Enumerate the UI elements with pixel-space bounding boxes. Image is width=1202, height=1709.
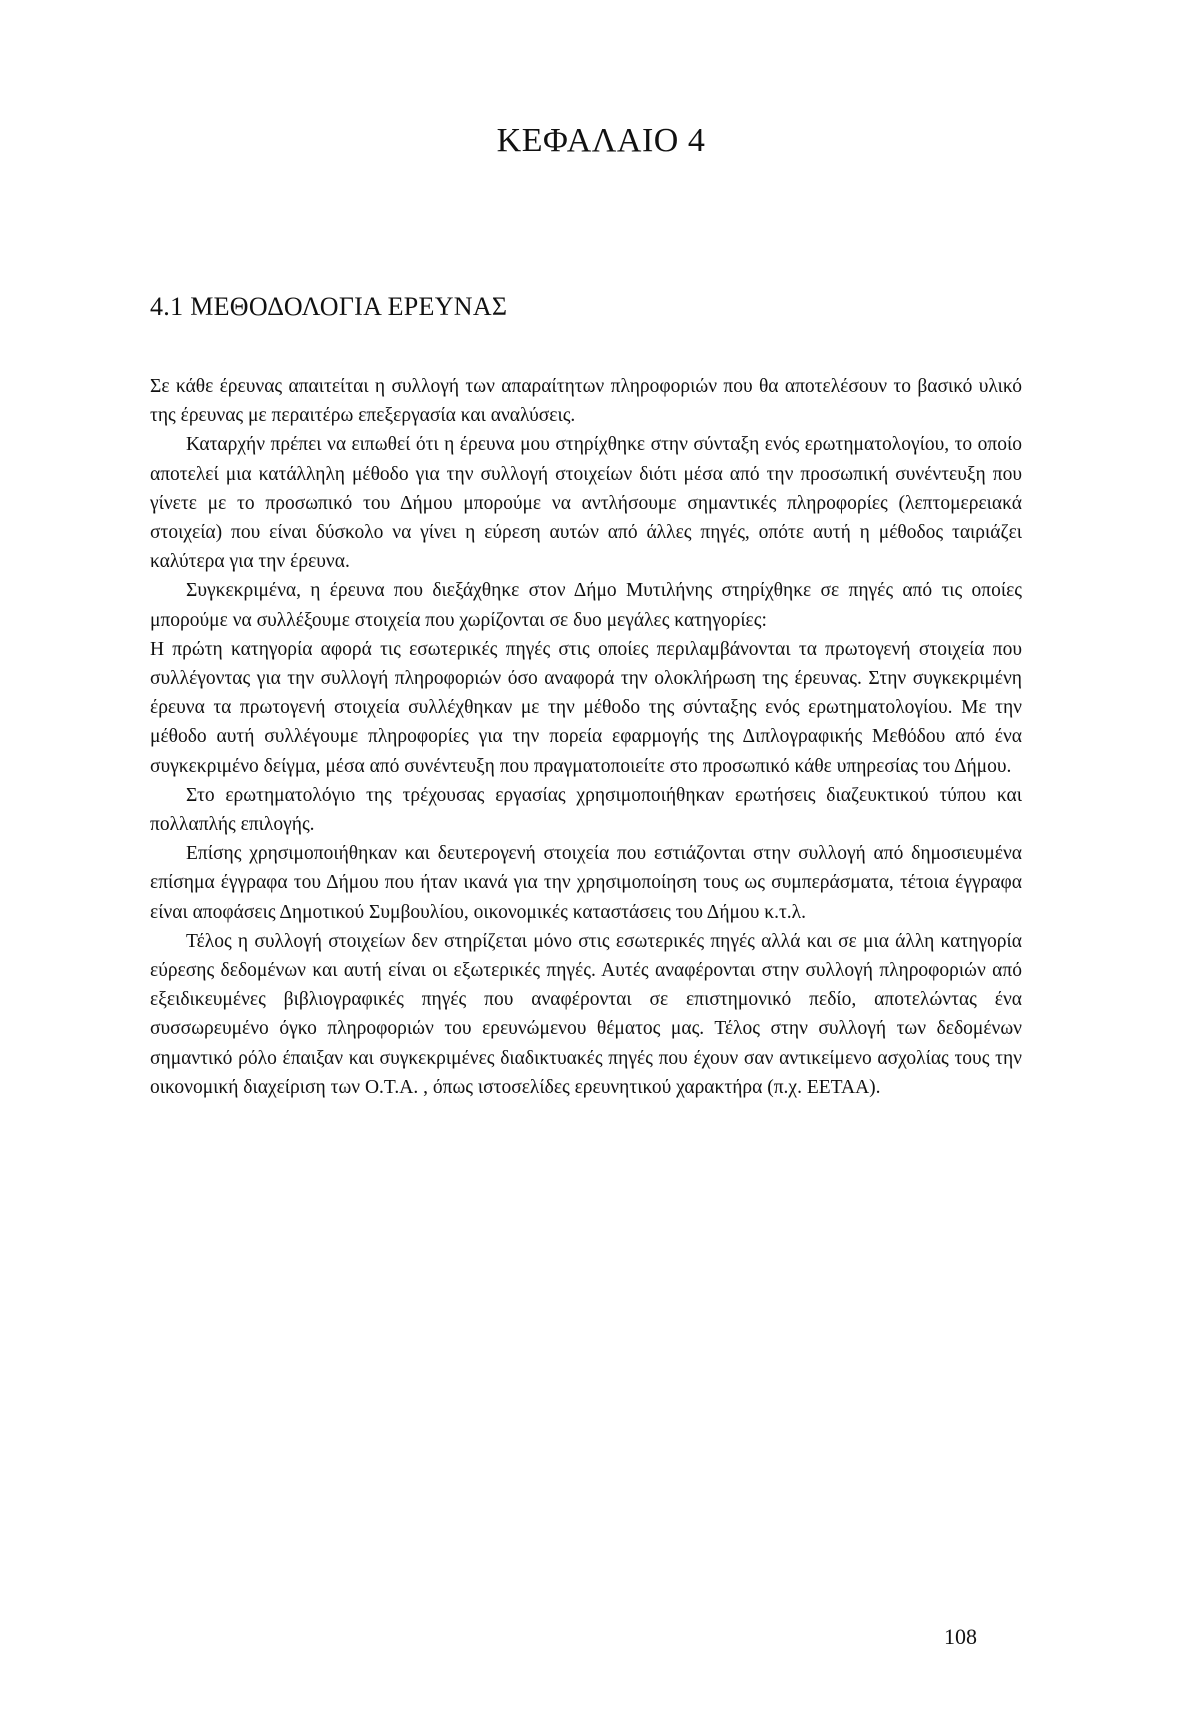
body-text (150, 372, 1022, 1102)
chapter-title: ΚΕΦΑΛΑΙΟ 4 (496, 122, 706, 159)
paragraph: Τέλος η συλλογή στοιχείων δεν στηρίζεται μόνο στις εσωτερικές πηγές αλλά και σε μια άλλη κατηγορία εύρεσης δεδομένων και αυτή είναι οι εξωτερικές πηγές. Αυτές αναφέρονται στην συλλογή πληροφοριών από εξειδικευμένες βιβλιογραφικές πηγές που αναφέρονται σε επιστημονικό πεδίο, αποτελώντας ένα συσσωρευμένο όγκο πληροφοριών του ερευνώμενου θέματος μας. Τέλος στην συλλογή των δεδομένων σημαντικό ρόλο έπαιξαν και συγκεκριμένες διαδικτυακές πηγές που έχουν σαν αντικείμενο ασχολίας τους την οικονομική διαχείριση των Ο.Τ.Α. , όπως ιστοσελίδες ερευνητικού χαρακτήρα (π.χ. ΕΕΤΑΑ). (150, 930, 1022, 1098)
page-number: 108 (944, 1624, 977, 1649)
section-title: 4.1 ΜΕΘΟΔΟΛΟΓΙΑ ΕΡΕΥΝΑΣ (150, 292, 508, 321)
paragraph: Στο ερωτηματολόγιο της τρέχουσας εργασίας χρησιμοποιήθηκαν ερωτήσεις διαζευκτικού τύπου και πολλαπλής επιλογής. (150, 784, 1022, 836)
paragraph: Επίσης χρησιμοποιήθηκαν και δευτερογενή στοιχεία που εστιάζονται στην συλλογή από δημοσιευμένα επίσημα έγγραφα του Δήμου που ήταν ικανά για την χρησιμοποίηση τους ως συμπεράσματα, τέτοια έγγραφα είναι αποφάσεις Δημοτικού Συμβουλίου, οικονομικές καταστάσεις του Δήμου κ.τ.λ. (150, 843, 1022, 923)
paragraph: Συγκεκριμένα, η έρευνα που διεξάχθηκε στον Δήμο Μυτιλήνης στηρίχθηκε σε πηγές από τις οποίες μπορούμε να συλλέξουμε στοιχεία που χωρίζονται σε δυο μεγάλες κατηγορίες: (150, 580, 1022, 631)
paragraph: Καταρχήν πρέπει να ειπωθεί ότι η έρευνα μου στηρίχθηκε στην σύνταξη ενός ερωτηματολογίου, το οποίο αποτελεί μια κατάλληλη μέθοδο για την συλλογή στοιχείων διότι μέσα από την προσωπική συνέντευξη που γίνετε με το προσωπικό του Δήμου μπορούμε να αντλήσουμε σημαντικές πληροφορίες (λεπτομερειακά στοιχεία) που είναι δύσκολο να γίνει η εύρεση αυτών από άλλες πηγές, οπότε αυτή η μέθοδος ταιριάζει καλύτερα για την έρευνα. (150, 434, 1022, 573)
paragraph: Η πρώτη κατηγορία αφορά τις εσωτερικές πηγές στις οποίες περιλαμβάνονται τα πρωτογενή στοιχεία που συλλέγοντας για την συλλογή πληροφοριών όσο αναφορά την ολοκλήρωση της έρευνας. Στην συγκεκριμένη έρευνα τα πρωτογενή στοιχεία συλλέχθηκαν με την μέθοδο της σύνταξης ενός ερωτηματολογίου. Με την μέθοδο αυτή συλλέγουμε πληροφορίες για την πορεία εφαρμογής της Διπλογραφικής Μεθόδου από ένα συγκεκριμένο δείγμα, μέσα από συνέντευξη που πραγματοποιείτε στο προσωπικό κάθε υπηρεσίας του Δήμου. (150, 638, 1022, 777)
paragraph: Σε κάθε έρευνας απαιτείται η συλλογή των απαραίτητων πληροφοριών που θα αποτελέσουν το βασικό υλικό της έρευνας με περαιτέρω επεξεργασία και αναλύσεις. (150, 376, 1022, 427)
